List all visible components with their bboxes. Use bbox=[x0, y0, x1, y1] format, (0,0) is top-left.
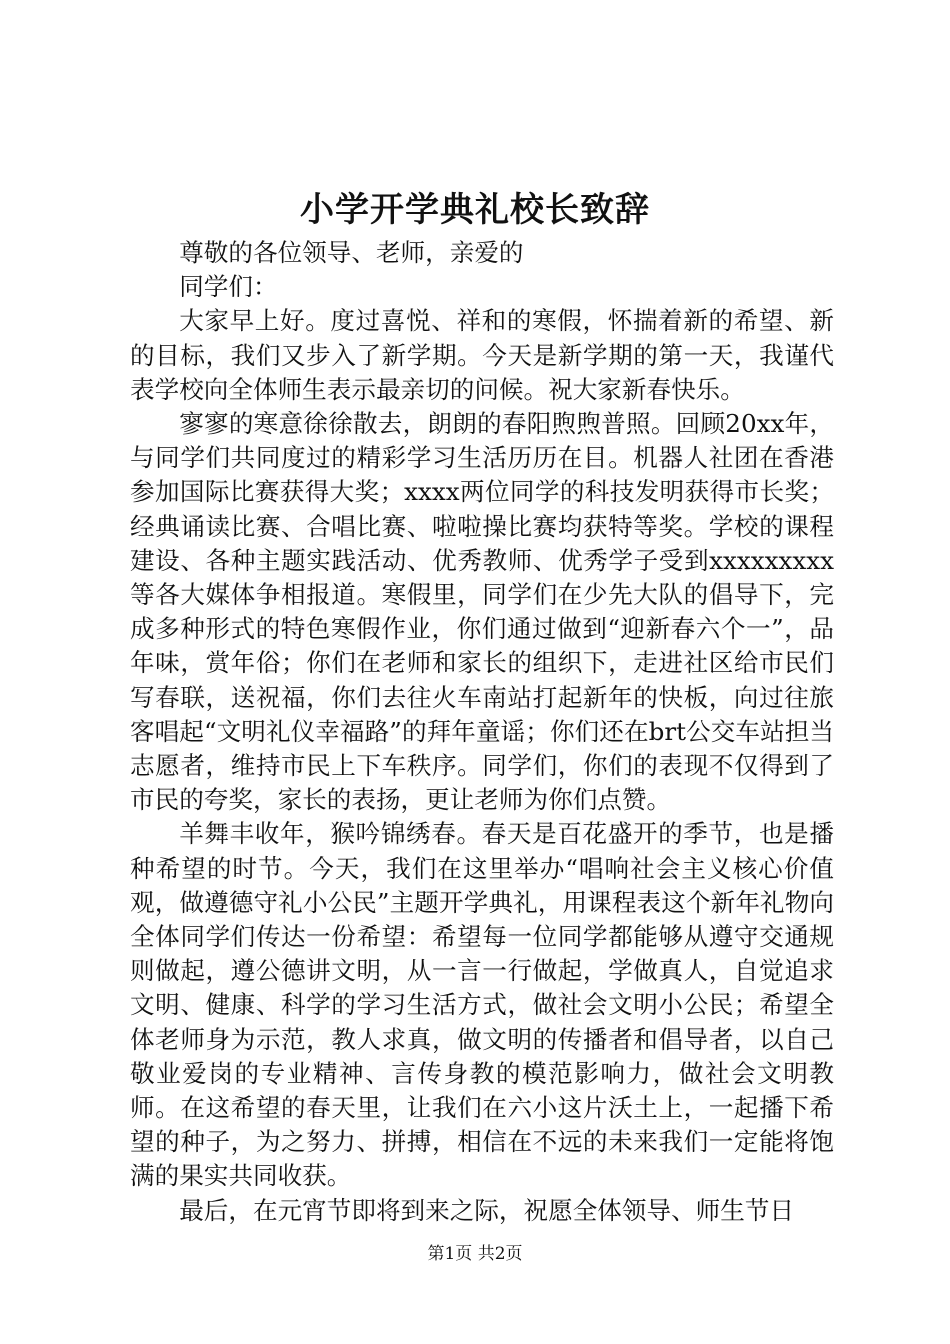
paragraph-hope: 羊舞丰收年，猴吟锦绣春。春天是百花盛开的季节，也是播种希望的时节。今天，我们在这里举办“唱响社会主义核心价值观，做遵德守礼小公民”主题开学典礼，用课程表这个新年礼物向全体同学们传达一份希望：希望每一位同学都能够从遵守交通规则做起，遵公德讲文明，从一言一行做起，学做真人，自觉追求文明、健康、科学的学习生活方式，做社会文明小公民；希望全体老师身为示范，教人求真，做文明的传播者和倡导者，以自己敬业爱岗的专业精神、言传身教的模范影响力，做社会文明教师。在这希望的春天里，让我们在六小这片沃土上，一起播下希望的种子，为之努力、拼搏，相信在不远的未来我们一定能将饱满的果实共同收获。 bbox=[130, 819, 834, 1191]
page-number-footer: 第1页 共2页 bbox=[427, 1244, 523, 1264]
document-body bbox=[130, 236, 834, 1228]
salutation-line-1: 尊敬的各位领导、老师，亲爱的 bbox=[179, 238, 524, 267]
paragraph-review: 寥寥的寒意徐徐散去，朗朗的春阳煦煦普照。回顾20xx年，与同学们共同度过的精彩学习生活历历在目。机器人社团在香港参加国际比赛获得大奖；xxxx两位同学的科技发明获得市长奖；经典诵读比赛、合唱比赛、啦啦操比赛均获特等奖。学校的课程建设、各种主题实践活动、优秀教师、优秀学子受到xxxxxxxxx等各大媒体争相报道。寒假里，同学们在少先大队的倡导下，完成多种形式的特色寒假作业，你们通过做到“迎新春六个一”，品年味，赏年俗；你们在老师和家长的组织下，走进社区给市民们写春联，送祝福，你们去往火车南站打起新年的快板，向过往旅客唱起“文明礼仪幸福路”的拜年童谣；你们还在brt公交车站担当志愿者，维持市民上下车秩序。同学们，你们的表现不仅得到了市民的夸奖，家长的表扬，更让老师为你们点赞。 bbox=[130, 409, 834, 815]
document-title: 小学开学典礼校长致辞 bbox=[300, 190, 650, 230]
paragraph-closing: 最后，在元宵节即将到来之际，祝愿全体领导、师生节日 bbox=[179, 1195, 795, 1225]
salutation-line-2: 同学们： bbox=[179, 272, 278, 302]
paragraph-greeting: 大家早上好。度过喜悦、祥和的寒假，怀揣着新的希望、新的目标，我们又步入了新学期。今天是新学期的第一天，我谨代表学校向全体师生表示最亲切的问候。祝大家新春快乐。 bbox=[130, 306, 834, 404]
